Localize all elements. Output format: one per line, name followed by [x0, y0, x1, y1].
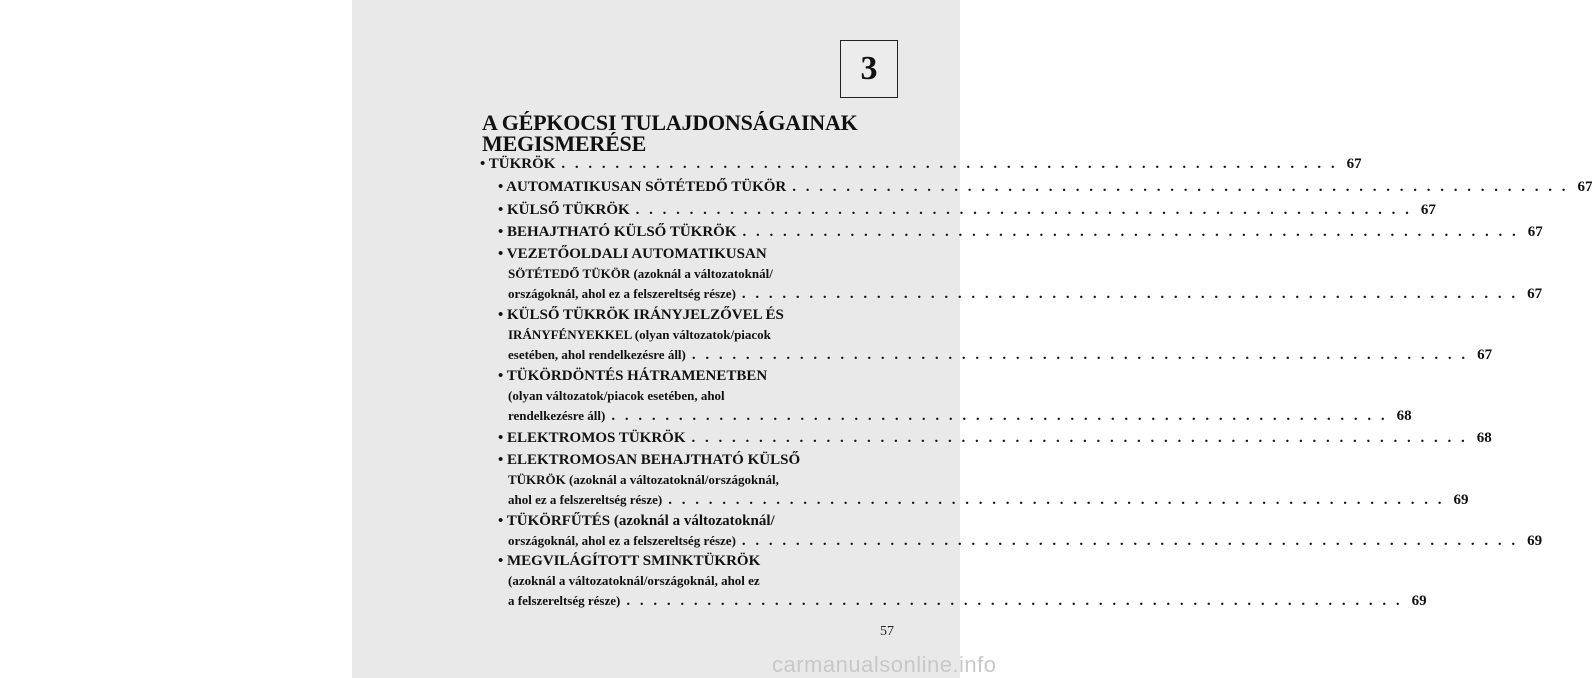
toc-page-number: 67: [1527, 286, 1543, 302]
toc-entry-title: • ELEKTROMOSAN BEHAJTHATÓ KÜLSŐ: [498, 452, 801, 468]
leader-dots: [742, 284, 1518, 304]
leader-dots: [561, 154, 1337, 174]
leader-dots: [668, 490, 1444, 510]
toc-entry-line: TÜKRÖK (azoknál a változatoknál/országoknál,: [508, 472, 779, 487]
watermark: carmanualsonline.info: [772, 652, 997, 677]
toc-entry-title: • AUTOMATIKUSAN SÖTÉTEDŐ TÜKÖR: [498, 179, 787, 195]
leader-dots: [636, 200, 1412, 220]
toc-entry[interactable]: [498, 428, 1492, 448]
toc-entry-line: IRÁNYFÉNYEKKEL (olyan változatok/piacok: [508, 327, 771, 342]
toc-entry[interactable]: [498, 177, 1592, 197]
toc-page-number: 67: [1346, 156, 1362, 172]
toc-page-number: 67: [1477, 347, 1493, 363]
toc-entry-title: • TÜKRÖK: [480, 156, 556, 172]
leader-dots: [692, 345, 1468, 365]
leader-dots: [611, 406, 1387, 426]
toc-entry-title: • KÜLSŐ TÜKRÖK IRÁNYJELZŐVEL ÉS: [498, 307, 784, 323]
toc-entry[interactable]: [498, 305, 1493, 365]
toc-page-number: 69: [1411, 593, 1427, 609]
toc-entry[interactable]: [498, 244, 1543, 304]
toc-entry-title: • TÜKÖRFŰTÉS (azoknál a változatoknál/: [498, 513, 775, 529]
toc-entry-title: • TÜKÖRDÖNTÉS HÁTRAMENETBEN: [498, 368, 768, 384]
toc-entry-line: (azoknál a változatoknál/országoknál, ahol ez: [508, 573, 760, 588]
toc-entry[interactable]: [480, 154, 1362, 174]
toc-entry-line: rendelkezésre áll): [508, 408, 606, 423]
leader-dots: [626, 591, 1402, 611]
toc-entry-line: országoknál, ahol ez a felszereltség része): [508, 533, 736, 548]
toc-entry-line: ahol ez a felszereltség része): [508, 492, 663, 507]
toc-entry-title: • ELEKTROMOS TÜKRÖK: [498, 430, 686, 446]
manual-page: [352, 0, 1592, 678]
toc-entry[interactable]: [498, 450, 1469, 510]
toc-entry-line: (olyan változatok/piacok esetében, ahol: [508, 388, 725, 403]
section-heading: [482, 112, 902, 154]
leader-dots: [792, 177, 1568, 197]
toc-page-number: 69: [1453, 492, 1469, 508]
toc-page-number: 67: [1527, 224, 1543, 240]
leader-dots: [742, 531, 1518, 551]
toc-page-number: 68: [1396, 408, 1412, 424]
blank-left-page: [0, 0, 352, 678]
toc-entry-line: a felszereltség része): [508, 593, 621, 608]
toc-entry-title: • MEGVILÁGÍTOTT SMINKTÜKRÖK: [498, 553, 761, 569]
leader-dots: [692, 428, 1468, 448]
page-number: 57: [880, 624, 894, 639]
toc-entry-title: • BEHAJTHATÓ KÜLSŐ TÜKRÖK: [498, 224, 737, 240]
toc-entry[interactable]: [498, 222, 1543, 242]
toc-entry-title: • VEZETŐOLDALI AUTOMATIKUSAN: [498, 246, 767, 262]
toc-entry-line: SÖTÉTEDŐ TÜKÖR (azoknál a változatoknál/: [508, 266, 773, 281]
toc-page-number: 67: [1577, 179, 1592, 195]
chapter-number: 3: [860, 50, 878, 87]
toc-page-number: 67: [1420, 202, 1436, 218]
toc-page-number: 68: [1476, 430, 1492, 446]
toc-entry[interactable]: [498, 366, 1412, 426]
toc-entry-title: • KÜLSŐ TÜKRÖK: [498, 202, 630, 218]
toc-entry-line: országoknál, ahol ez a felszereltség része): [508, 286, 736, 301]
toc-entry[interactable]: [498, 200, 1436, 220]
heading-line-1: A GÉPKOCSI TULAJDONSÁGAINAK: [482, 110, 858, 135]
toc-entry[interactable]: [498, 551, 1427, 611]
chapter-number-box: [840, 40, 898, 98]
leader-dots: [743, 222, 1519, 242]
toc-entry[interactable]: [498, 511, 1543, 551]
heading-line-2: MEGISMERÉSE: [482, 131, 647, 156]
toc-entry-line: esetében, ahol rendelkezésre áll): [508, 347, 686, 362]
toc-page-number: 69: [1527, 533, 1543, 549]
